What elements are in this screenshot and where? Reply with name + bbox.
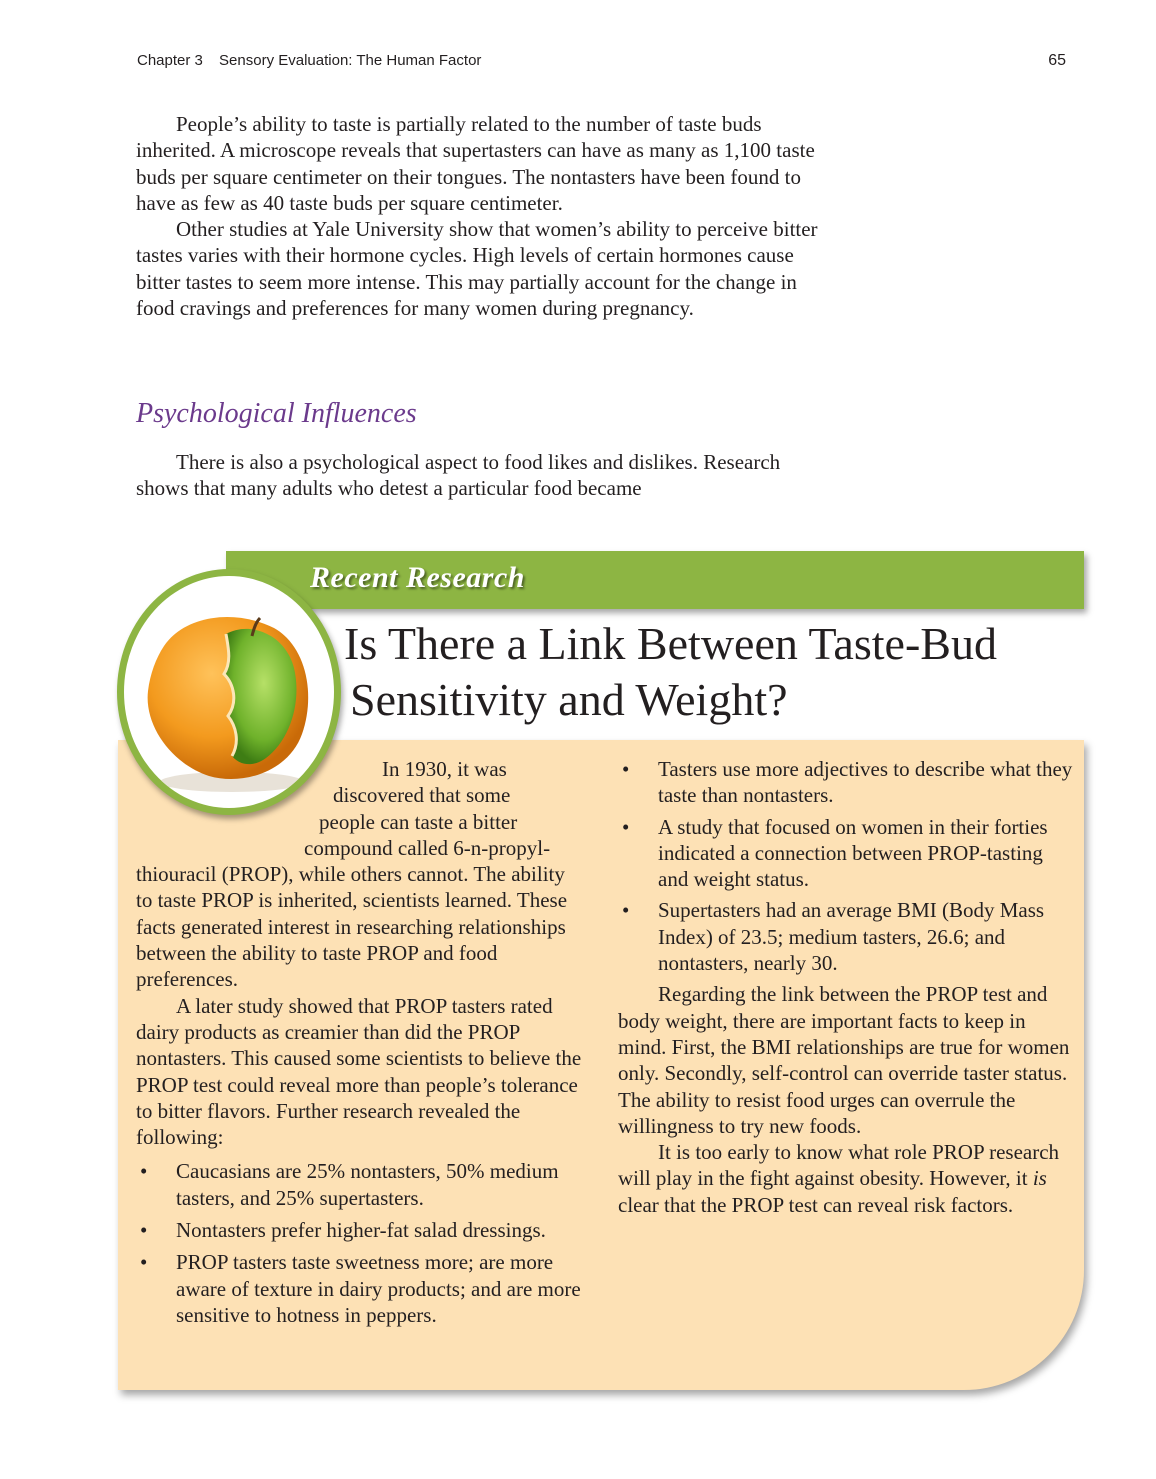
left-paragraph: A later study showed that PROP tasters rated dairy products as creamier than did the PROP nontasters. This caused some scientists to believe the PROP test could reveal more than people’s tolerance to bitter flavors. Further research revealed the following: — [136, 993, 582, 1150]
feature-title — [344, 616, 997, 728]
bullet-item — [136, 1217, 586, 1243]
intro-paragraph: Other studies at Yale University show that women’s ability to perceive bitter tastes varies with their hormone cycles. High levels of certain hormones cause bitter tastes to seem more intense. This may partially account for the change in food cravings and preferences for many women during pregnancy. — [136, 217, 818, 321]
bullet-dot: • — [140, 1159, 148, 1184]
section-paragraph: There is also a psychological aspect to food likes and dislikes. Research shows that many adults who detest a particular food became — [136, 450, 781, 501]
chapter-label: Chapter 3 — [137, 52, 203, 69]
bullet-dot: • — [140, 1218, 148, 1243]
page-number: 65 — [1048, 52, 1066, 69]
feature-left-column — [136, 756, 586, 1334]
left-paragraph: thiouracil (PROP), while others cannot. The ability to taste PROP is inherited, scientists learned. These facts generated interest in researching relationships between the ability to taste PROP and food preferences. — [136, 862, 568, 992]
bullet-text: Nontasters prefer higher-fat salad dressings. — [176, 1218, 546, 1243]
wrapped-intro — [136, 756, 586, 861]
right-paragraph: Regarding the link between the PROP test and body weight, there are important facts to keep in mind. First, the BMI relationships are true for women only. Secondly, self-control can override taster status. The ability to resist food urges can overrule the willingness to try new foods. — [618, 982, 1070, 1138]
text-run: clear that the PROP test can reveal risk factors. — [618, 1192, 1014, 1217]
bullet-item — [618, 756, 1073, 809]
bullet-text: Caucasians are 25% nontasters, 50% medium tasters, and 25% supertasters. — [176, 1159, 559, 1210]
bullet-dot: • — [140, 1250, 148, 1275]
intro-paragraph: People’s ability to taste is partially related to the number of taste buds inherited. A microscope reveals that supertasters can have as many as 1,100 taste buds per square centimeter on their tongues. The nontasters have been found to have as few as 40 taste buds per square centimeter. — [136, 112, 815, 215]
feature-right-column — [618, 756, 1073, 1218]
section-heading: Psychological Influences — [136, 398, 417, 429]
bullet-dot: • — [622, 898, 630, 923]
emphasis-text: is — [1032, 1166, 1047, 1191]
text-run: It is too early to know what role PROP research will play in the fight against obesity. However, it — [618, 1140, 1060, 1191]
wrapped-line: discovered that some — [333, 783, 511, 808]
feature-title-line: Is There a Link Between Taste-Bud — [344, 618, 997, 669]
bullet-item — [136, 1249, 586, 1328]
bullet-text: PROP tasters taste sweetness more; are more aware of texture in dairy products; and are more sensitive to hotness in peppers. — [176, 1250, 581, 1327]
wrapped-line: people can taste a bitter — [319, 809, 518, 834]
chapter-title: Sensory Evaluation: The Human Factor — [219, 52, 482, 69]
feature-label: Recent Research — [310, 561, 525, 594]
intro-text — [136, 111, 826, 321]
bullet-dot: • — [622, 814, 630, 839]
bullet-item — [136, 1158, 586, 1211]
feature-band — [226, 551, 1084, 609]
right-paragraph — [618, 1139, 1073, 1218]
bullet-item — [618, 897, 1073, 976]
section-text — [136, 449, 826, 502]
bullet-text: Tasters use more adjectives to describe what they taste than nontasters. — [658, 757, 1073, 808]
bullet-text: Supertasters had an average BMI (Body Mass Index) of 23.5; medium tasters, 26.6; and nontasters, nearly 30. — [658, 898, 1045, 976]
running-head-title — [137, 52, 481, 69]
wrapped-line: compound called 6-n-propyl- — [304, 835, 551, 860]
running-head — [137, 52, 1066, 74]
feature-title-line: Sensitivity and Weight? — [350, 674, 788, 725]
bullet-item — [618, 814, 1073, 893]
bullet-text: A study that focused on women in their forties indicated a connection between PROP-tasting and weight status. — [658, 814, 1048, 892]
wrapped-line: In 1930, it was — [382, 757, 507, 781]
bullet-dot: • — [622, 757, 630, 781]
